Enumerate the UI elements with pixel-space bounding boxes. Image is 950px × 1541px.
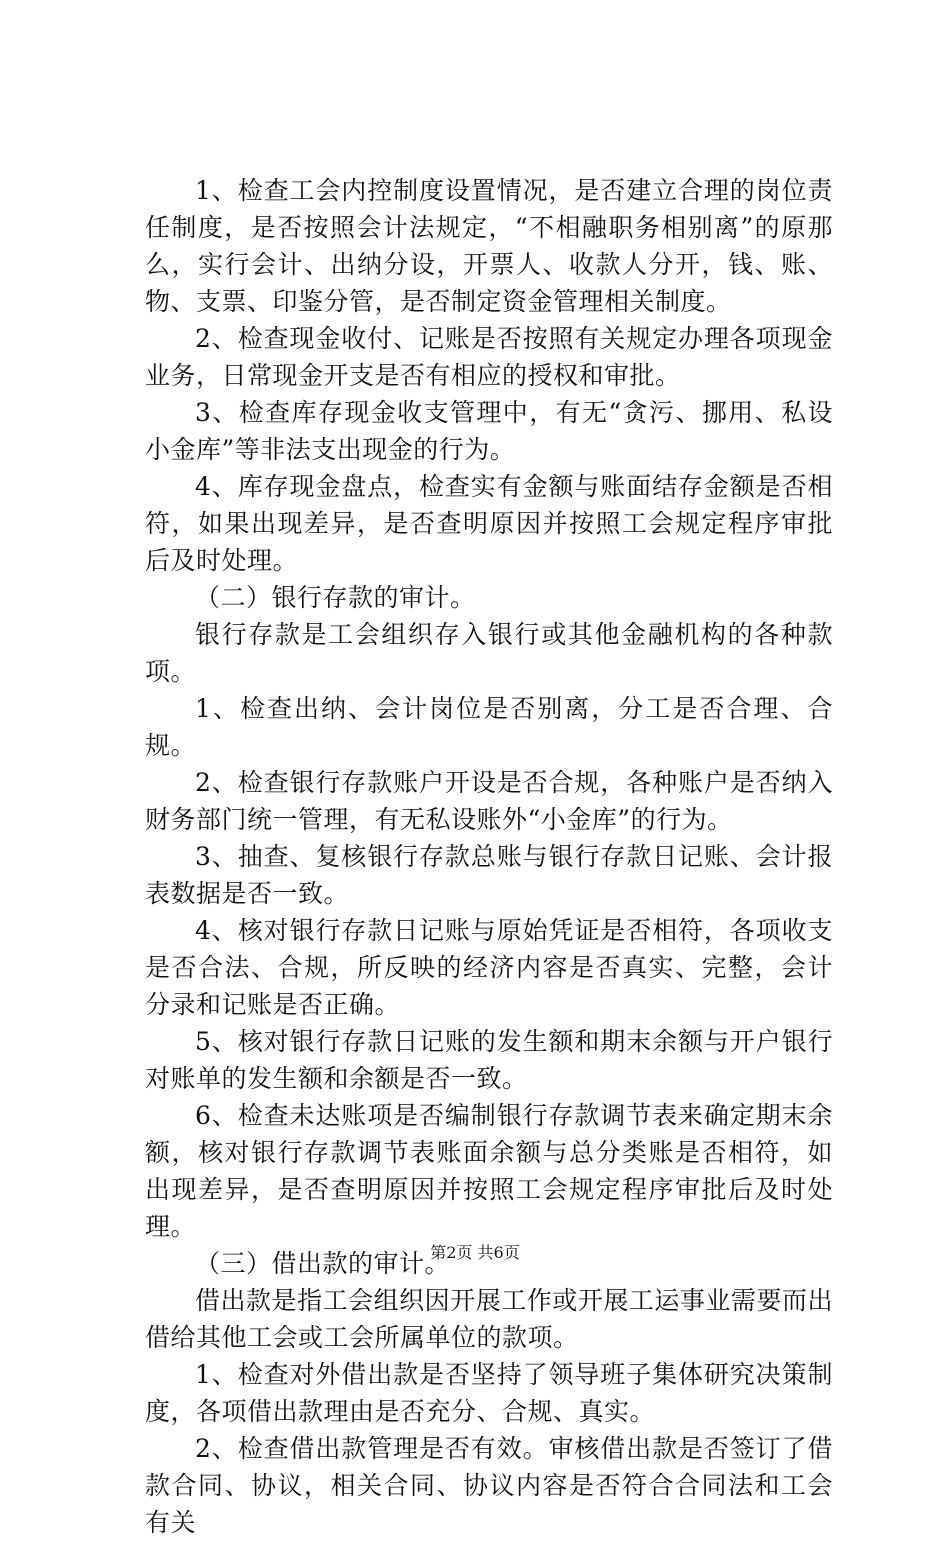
paragraph-bank-statement: 5、核对银行存款日记账的发生额和期末余额与开户银行对账单的发生额和余额是否一致。 <box>145 1027 833 1093</box>
section-heading-loans: （三）借出款的审计。 <box>195 1249 451 1278</box>
paragraph-loans-management: 2、检查借出款管理是否有效。审核借出款是否签订了借款合同、协议，相关合同、协议内容是否符合合同法和工会有关 <box>145 1434 833 1537</box>
paragraph-loans-definition: 借出款是指工会组织因开展工作或开展工运事业需要而出借给其他工会或工会所属单位的款项。 <box>145 1286 833 1352</box>
page-number: 第2页 共6页 <box>430 1243 520 1262</box>
paragraph-loans-decision: 1、检查对外借出款是否坚持了领导班子集体研究决策制度，各项借出款理由是否充分、合规、真实。 <box>145 1360 833 1426</box>
document-body <box>145 172 833 1541</box>
section-heading-bank-deposits: （二）银行存款的审计。 <box>195 583 476 612</box>
paragraph-bank-accounts: 2、检查银行存款账户开设是否合规，各种账户是否纳入财务部门统一管理，有无私设账外“小金库”的行为。 <box>145 768 833 834</box>
paragraph-cash-receipts: 2、检查现金收付、记账是否按照有关规定办理各项现金业务，日常现金开支是否有相应的授权和审批。 <box>145 324 833 390</box>
paragraph-internal-control: 1、检查工会内控制度设置情况，是否建立合理的岗位责任制度，是否按照会计法规定，“不相融职务相别离”的原那么，实行会计、出纳分设，开票人、收款人分开，钱、账、物、支票、印鉴分管，是否制定资金管理相关制度。 <box>145 176 833 316</box>
paragraph-bank-ledger-check: 3、抽查、复核银行存款总账与银行存款日记账、会计报表数据是否一致。 <box>145 842 833 908</box>
paragraph-bank-deposits-definition: 银行存款是工会组织存入银行或其他金融机构的各种款项。 <box>145 620 833 686</box>
paragraph-bank-vouchers: 4、核对银行存款日记账与原始凭证是否相符，各项收支是否合法、合规，所反映的经济内容是否真实、完整，会计分录和记账是否正确。 <box>145 916 833 1019</box>
paragraph-cash-count: 4、库存现金盘点，检查实有金额与账面结存金额是否相符，如果出现差异，是否查明原因并按照工会规定程序审批后及时处理。 <box>145 472 833 575</box>
paragraph-cash-inventory-control: 3、检查库存现金收支管理中，有无“贪污、挪用、私设小金库”等非法支出现金的行为。 <box>145 398 833 464</box>
paragraph-bank-roles: 1、检查出纳、会计岗位是否别离，分工是否合理、合规。 <box>145 694 833 760</box>
paragraph-bank-reconciliation: 6、检查未达账项是否编制银行存款调节表来确定期末余额，核对银行存款调节表账面余额与总分类账是否相符，如出现差异，是否查明原因并按照工会规定程序审批后及时处理。 <box>145 1101 833 1241</box>
